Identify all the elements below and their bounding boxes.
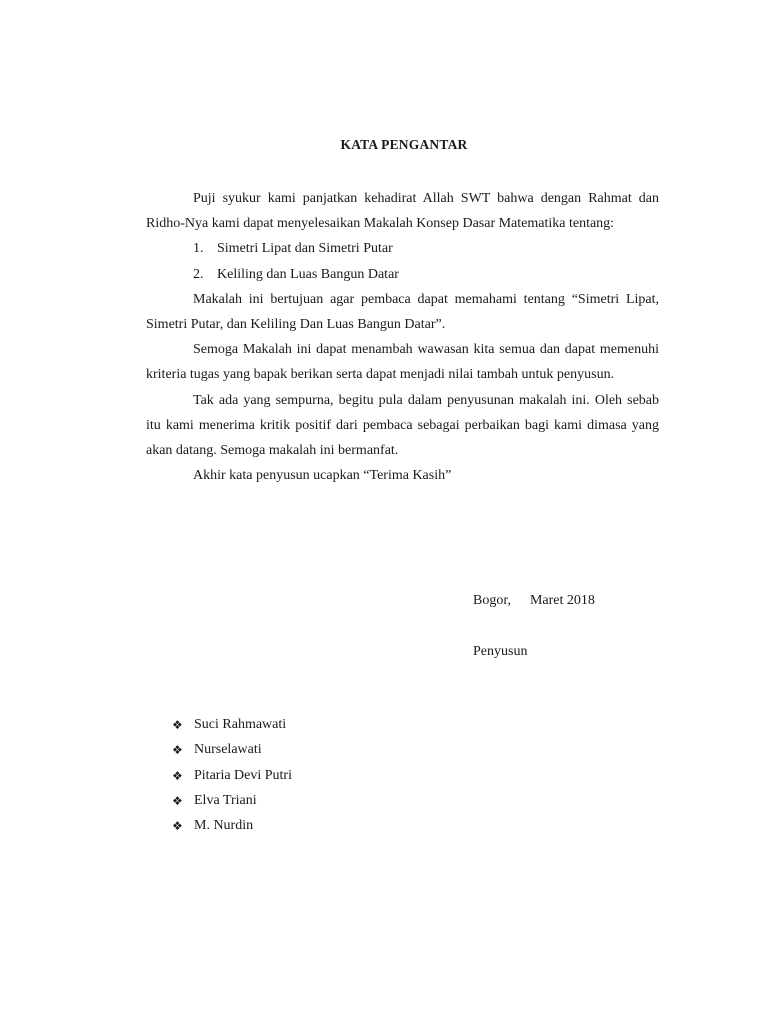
closing-paragraph: Akhir kata penyusun ucapkan “Terima Kasih” <box>193 468 452 484</box>
document-title: KATA PENGANTAR <box>340 137 468 152</box>
topic-list <box>146 236 659 286</box>
critique-paragraph: Tak ada yang sempurna, begitu pula dalam penyusunan makalah ini. Oleh sebab itu kami menerima kritik positif dari pembaca sebagai perbaikan bagi kami dimasa yang akan datang. Semoga makalah ini bermanfat. <box>146 392 659 459</box>
topic-item <box>146 236 659 261</box>
author-label: Penyusun <box>473 644 528 659</box>
list-item <box>172 816 292 841</box>
list-item <box>172 715 292 740</box>
author-name: Suci Rahmawati <box>194 717 287 732</box>
topic-text: Keliling dan Luas Bangun Datar <box>217 266 399 282</box>
author-name: Nurselawati <box>194 742 262 758</box>
topic-number: 1. <box>193 241 204 257</box>
author-name: Pitaria Devi Putri <box>194 767 292 783</box>
diamond-bullet-icon: ❖ <box>172 718 183 732</box>
place: Bogor, <box>473 593 511 608</box>
list-item <box>172 791 292 816</box>
diamond-bullet-icon: ❖ <box>172 819 183 834</box>
diamond-bullet-icon: ❖ <box>172 793 183 808</box>
date: Maret 2018 <box>529 593 595 608</box>
list-item <box>172 740 292 765</box>
list-item <box>172 766 292 791</box>
diamond-bullet-icon: ❖ <box>172 768 183 783</box>
intro-paragraph: Puji syukur kami panjatkan kehadirat Allah SWT bahwa dengan Rahmat dan Ridho-Nya kami dapat menyelesaikan Makalah Konsep Dasar Matematika tentang: <box>146 191 659 232</box>
diamond-bullet-icon: ❖ <box>172 743 183 758</box>
author-name: Elva Triani <box>194 792 257 808</box>
hope-paragraph: Semoga Makalah ini dapat menambah wawasan kita semua dan dapat memenuhi kriteria tugas yang bapak berikan serta dapat menjadi nilai tambah untuk penyusun. <box>146 342 659 383</box>
topic-item <box>146 262 659 287</box>
place-date <box>473 591 595 611</box>
topic-number: 2. <box>193 266 204 282</box>
author-name: M. Nurdin <box>194 818 254 834</box>
purpose-paragraph: Makalah ini bertujuan agar pembaca dapat memahami tentang “Simetri Lipat, Simetri Putar, dan Keliling Dan Luas Bangun Datar”. <box>146 291 659 333</box>
document-body <box>146 186 659 488</box>
author-list <box>172 715 292 841</box>
topic-text: Simetri Lipat dan Simetri Putar <box>217 241 393 257</box>
